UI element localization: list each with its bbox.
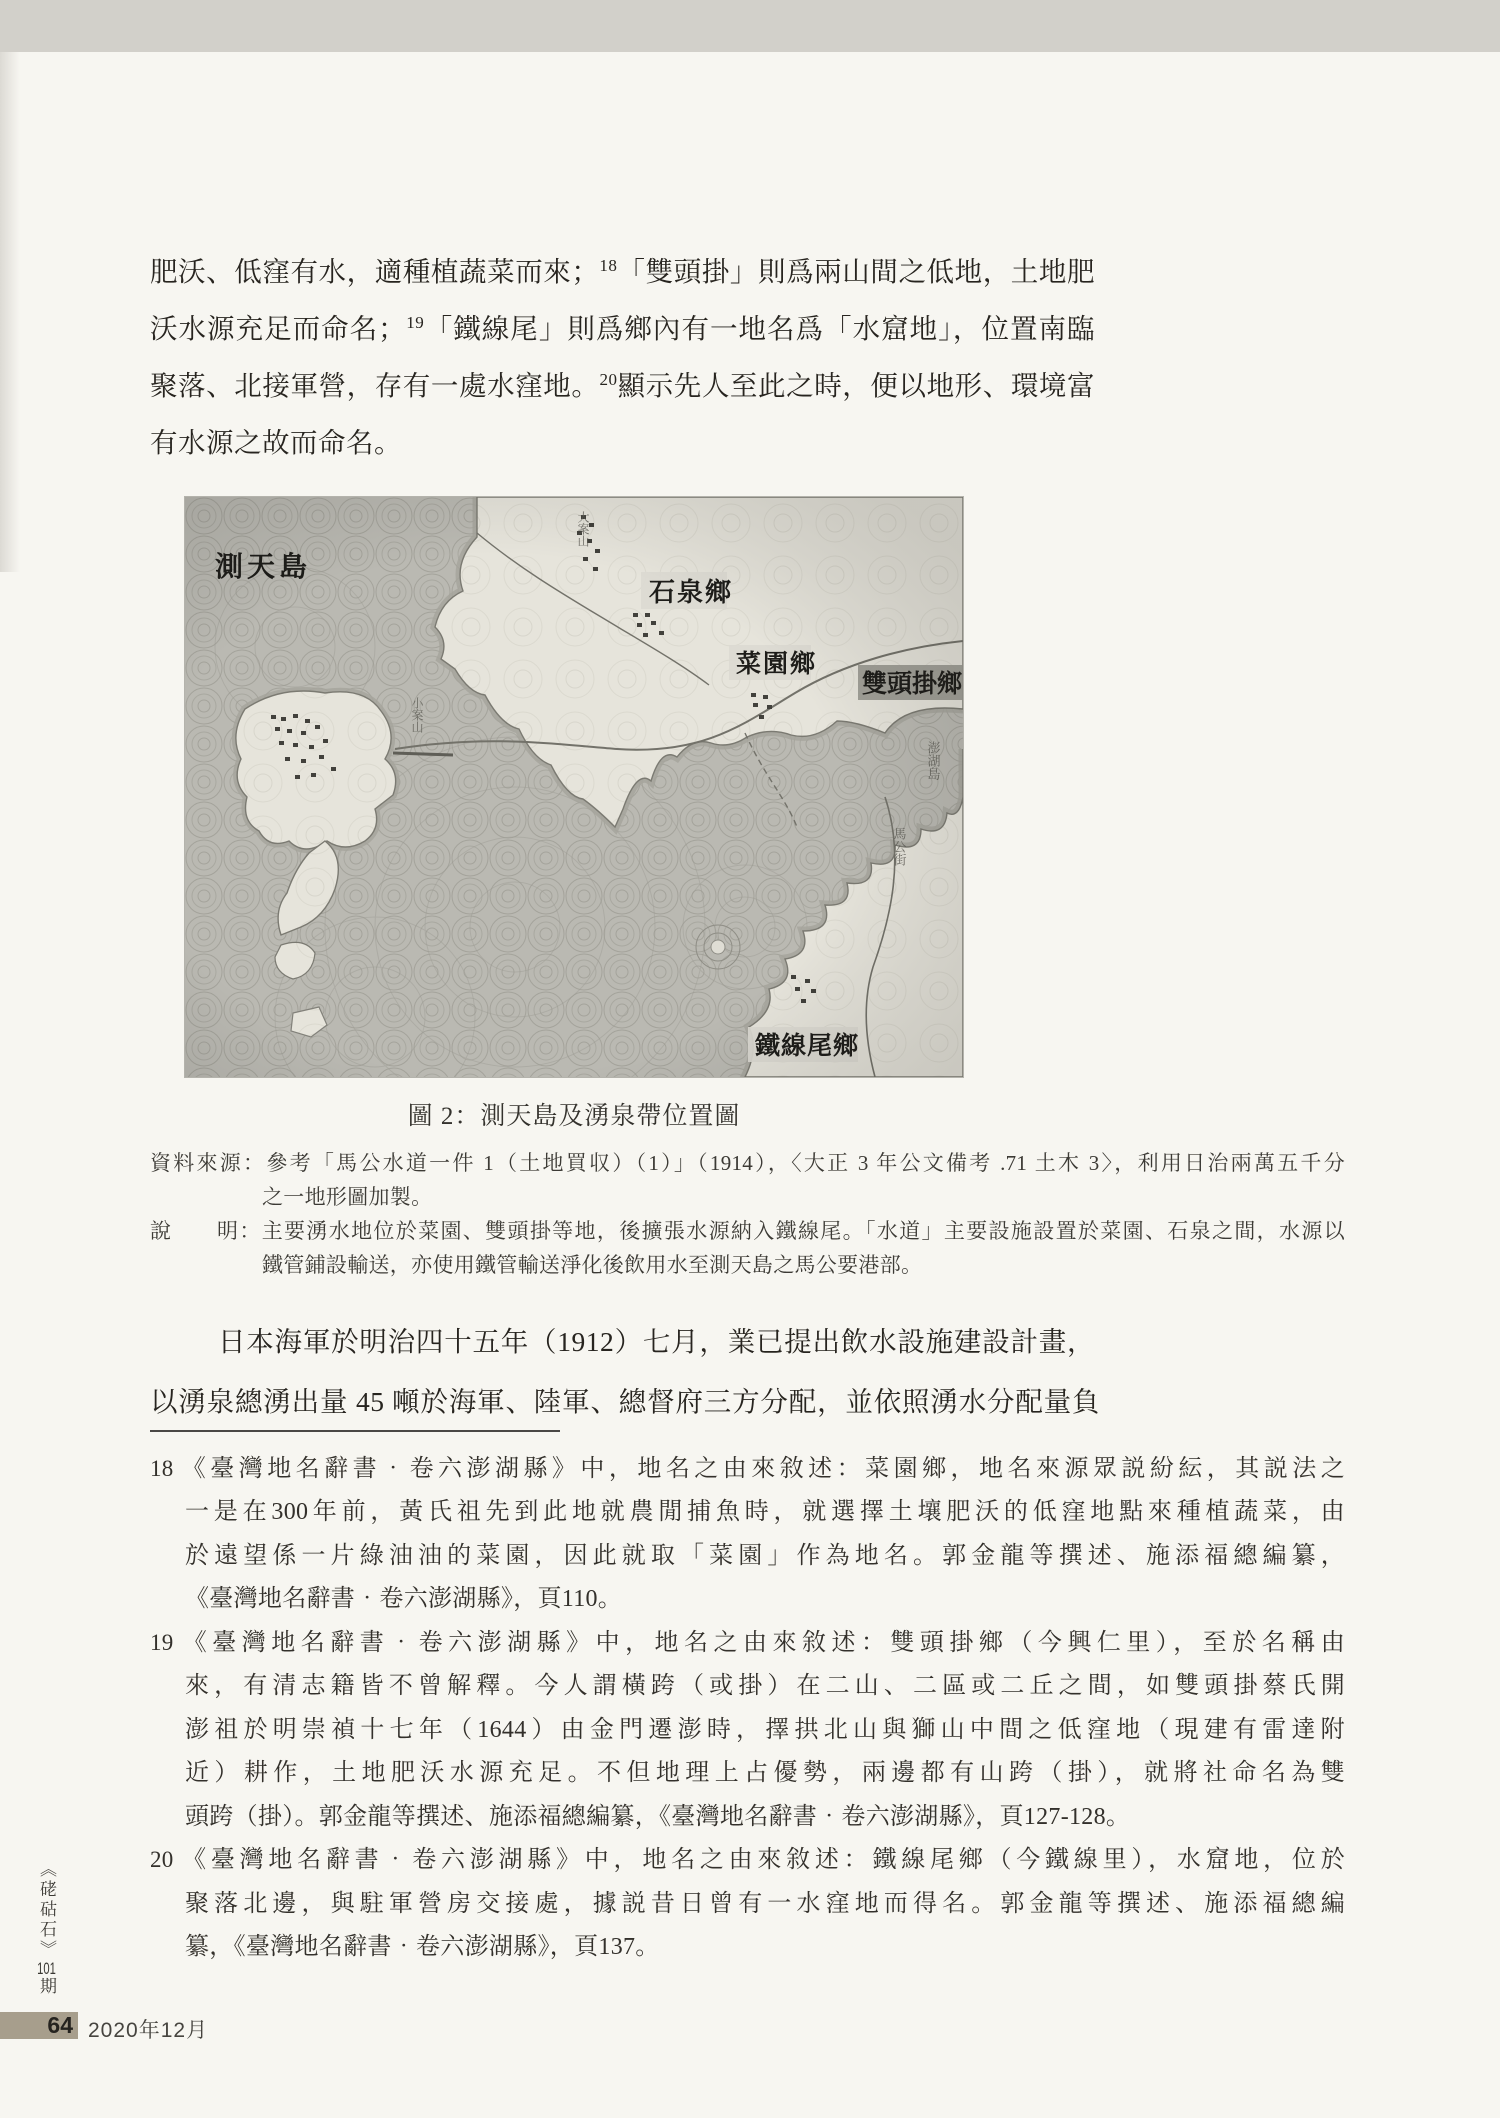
- figure-map-topographic: [185, 497, 963, 1077]
- body-text: 肥沃、低窪有水，適種植蔬菜而來；: [150, 256, 600, 287]
- figure-note-line: 鐵管鋪設輸送，亦使用鐵管輸送淨化後飲用水至測天島之馬公要港部。: [262, 1253, 923, 1277]
- footnote-ref-20: 20: [599, 369, 618, 389]
- body-text: 聚落、北接軍營，存有一處水窪地。: [150, 370, 600, 401]
- body-line: [150, 252, 1095, 292]
- note-label: 說 明：: [150, 1219, 262, 1243]
- footnote-line: 頭跨（掛）。郭金龍等撰述、施添福總編纂，《臺灣地名辭書‧卷六澎湖縣》，頁127-128。: [185, 1804, 1131, 1830]
- body-text: 沃水源充足而命名；: [150, 313, 407, 344]
- footnote-line: 一是在300年前，黃氏祖先到此地就農閒捕魚時，就選擇土壤肥沃的低窪地點來種植蔬菜，由: [185, 1499, 1345, 1525]
- footnote-line: 纂，《臺灣地名辭書‧卷六澎湖縣》，頁137。: [185, 1934, 660, 1960]
- figure-source-line: 之一地形圖加製。: [262, 1185, 433, 1209]
- footnote-ref-18: 18: [599, 255, 618, 275]
- footnote-line: 澎祖於明崇禎十七年（1644）由金門遷澎時，擇拱北山與獅山中間之低窪地（現建有雷達附: [185, 1717, 1345, 1743]
- footnote-number: 20: [150, 1847, 174, 1872]
- body-line: [150, 309, 1095, 349]
- footnote-line: 近）耕作，土地肥沃水源充足。不但地理上占優勢，兩邊都有山跨（掛），就將社命名為雙: [185, 1760, 1345, 1786]
- figure-caption: 圖 2：測天島及湧泉帶位置圖: [407, 1103, 741, 1130]
- body-line: 有水源之故而命名。: [150, 427, 402, 458]
- journal-issue-number: 101: [37, 1960, 56, 1977]
- footnote-line: [150, 1452, 1345, 1486]
- footnote-ref-19: 19: [406, 312, 425, 332]
- footnote-text: 《臺灣地名辭書‧卷六澎湖縣》中，地名之由來敘述：雙頭掛鄉（今興仁里），至於名稱由: [177, 1630, 1345, 1656]
- figure-note-line: [150, 1216, 1345, 1246]
- footnote-line: 《臺灣地名辭書‧卷六澎湖縣》，頁110。: [185, 1586, 623, 1612]
- body-line: 以湧泉總湧出量 45 噸於海軍、陸軍、總督府三方分配，並依照湧水分配量負: [150, 1386, 1100, 1417]
- footnote-line: 於遠望係一片綠油油的菜園，因此就取「菜園」作為地名。郭金龍等撰述、施添福總編纂，: [185, 1543, 1345, 1569]
- body-line: 日本海軍於明治四十五年（1912）七月，業已提出飲水設施建設計畫，: [218, 1326, 1095, 1357]
- issue-date: 2020年12月: [88, 2019, 209, 2042]
- map-vignette: [185, 497, 963, 1077]
- source-label: 資料來源：: [150, 1151, 267, 1175]
- scan-edge-top: [0, 0, 1500, 52]
- footnote-text: 《臺灣地名辭書‧卷六澎湖縣》中，地名之由來敘述：菜園鄉，地名來源眾説紛紜，其説法之: [177, 1456, 1345, 1482]
- page-number-bar: [0, 2012, 78, 2039]
- figure-source-line: [150, 1148, 1345, 1178]
- body-text: 「鐵線尾」則爲鄉內有一地名爲「水窟地」，位置南臨: [424, 313, 1096, 344]
- note-text: 主要湧水地位於菜園、雙頭掛等地，後擴張水源納入鐵線尾。「水道」主要設施設置於菜園、石泉之間，水源以: [261, 1219, 1345, 1243]
- scan-edge-left: [0, 52, 20, 572]
- footnote-line: 聚落北邊，與駐軍營房交接處，據説昔日曾有一水窪地而得名。郭金龍等撰述、施添福總編: [185, 1891, 1345, 1917]
- page-number: 64: [47, 2012, 73, 2038]
- footnote-number: 18: [150, 1456, 174, 1481]
- journal-issue-suffix: 期: [37, 1977, 56, 1997]
- footnote-line: [150, 1843, 1345, 1877]
- footnote-line: 來，有清志籍皆不曾解釋。今人謂橫跨（或掛）在二山、二區或二丘之間，如雙頭掛蔡氏開: [185, 1673, 1345, 1699]
- body-text: 「雙頭掛」則爲兩山間之低地，土地肥: [617, 256, 1095, 287]
- footnote-line: [150, 1626, 1345, 1660]
- body-line: [150, 366, 1095, 406]
- source-text: 參考「馬公水道一件 1（土地買収）（1）」（1914），〈大正 3 年公文備考 .71 土木 3〉，利用日治兩萬五千分: [266, 1151, 1345, 1175]
- footnote-number: 19: [150, 1630, 174, 1655]
- journal-title-vertical: [34, 1860, 59, 2030]
- journal-name: 《硓𥑮石》: [37, 1860, 56, 1960]
- footnote-text: 《臺灣地名辭書‧卷六澎湖縣》中，地名之由來敘述：鐵線尾鄉（今鐵線里），水窟地，位於: [177, 1847, 1345, 1873]
- footnote-separator: [150, 1430, 560, 1432]
- body-text: 顯示先人至此之時，便以地形、環境富: [617, 370, 1096, 401]
- map-canvas: [185, 497, 963, 1077]
